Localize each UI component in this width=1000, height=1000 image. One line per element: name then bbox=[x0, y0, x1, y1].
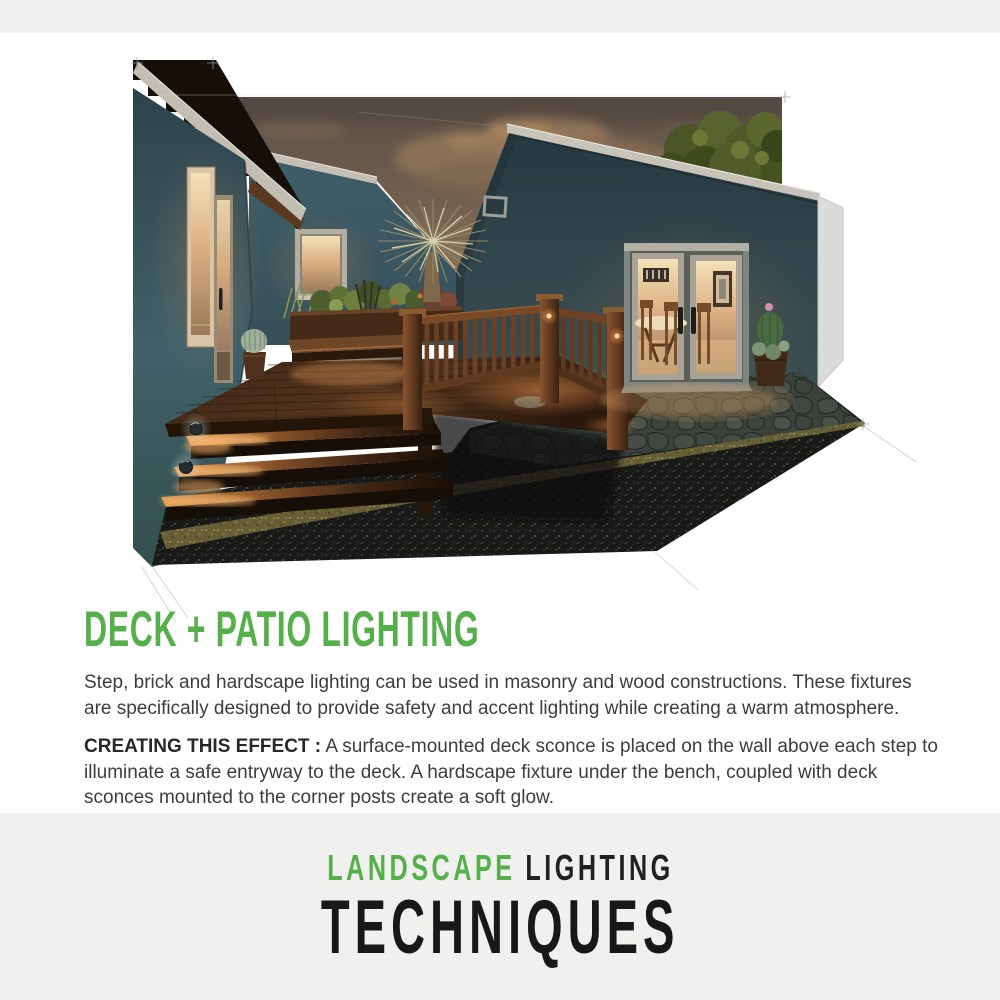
entry-door bbox=[214, 195, 233, 383]
page-title-text: DECK + PATIO LIGHTING bbox=[84, 601, 480, 657]
effect-paragraph bbox=[84, 734, 944, 811]
dining-chairs bbox=[640, 300, 711, 365]
effect-paragraph-body: A surface-mounted deck sconce is placed on the wall above each step to illuminate a safe entryway to the deck. A hardscape fixture under the bench, coupled with deck sconces mounted to the corner posts create a soft glow. bbox=[84, 736, 938, 808]
brand-word-lighting: LIGHTING bbox=[524, 847, 674, 888]
series-title-text: TECHNIQUES bbox=[320, 885, 680, 970]
cactus-flower bbox=[765, 303, 773, 311]
gable-end-panel bbox=[818, 196, 843, 387]
door-handle-right bbox=[691, 307, 696, 334]
door-handle-left bbox=[678, 307, 683, 334]
door-handle bbox=[219, 288, 223, 310]
page-title bbox=[84, 601, 944, 657]
attic-vent bbox=[482, 195, 507, 218]
entry-window bbox=[187, 167, 215, 347]
brand-line bbox=[0, 847, 1000, 889]
intro-paragraph: Step, brick and hardscape lighting can be used in masonry and wood constructions. These fixtures are specifically designed to provide safety and accent lighting while creating a warm atmosphere. bbox=[84, 672, 912, 719]
article-copy bbox=[84, 601, 944, 811]
footer bbox=[0, 813, 1000, 970]
series-title bbox=[0, 885, 1000, 970]
effect-paragraph-lead: CREATING THIS EFFECT : bbox=[84, 736, 322, 757]
brand-word-landscape: LANDSCAPE bbox=[326, 847, 516, 888]
potted-cactus-left bbox=[241, 329, 267, 379]
